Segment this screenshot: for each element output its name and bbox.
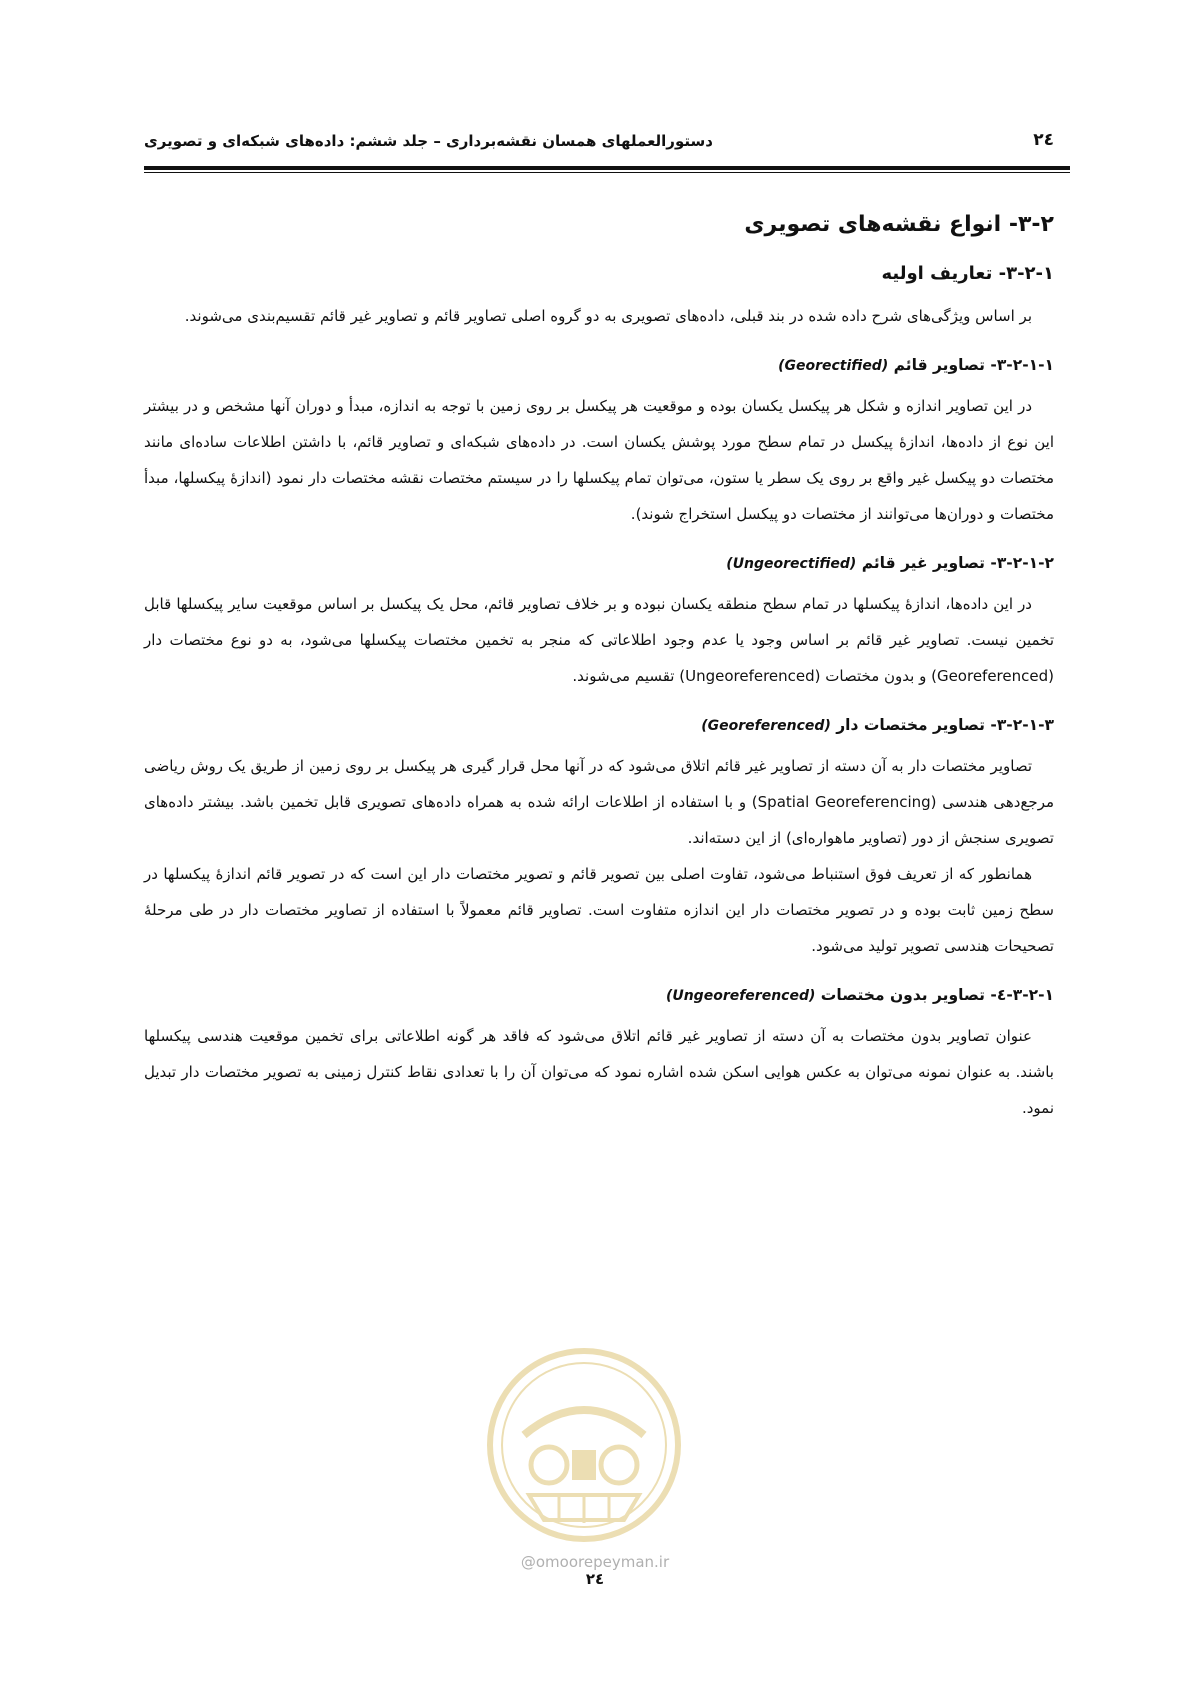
- item-heading-text: ۳-۲-۱-۱- تصاویر قائم: [893, 356, 1054, 374]
- item-heading: [144, 716, 1054, 734]
- subsection-paragraph: بر اساس ویژگی‌های شرح داده شده در بند قبلی، داده‌های تصویری به دو گروه اصلی تصاویر قائم و تصاویر غیر قائم تقسیم‌بندی می‌شوند.: [184, 307, 1032, 325]
- subsection-heading: ۳-۲-۱- تعاریف اولیه: [881, 263, 1054, 284]
- item-heading: [144, 986, 1054, 1004]
- header-rule-thick: [144, 166, 1070, 170]
- item-paragraph: همانطور که از تعریف فوق استنباط می‌شود، تفاوت اصلی بین تصویر قائم و تصویر مختصات دار این است که در تصویر قائم اندازۀ پیکسلها در سطح زمین ثابت بوده و در تصویر مختصات دار این اندازه متفاوت است. تصاویر قائم معمولاً با استفاده از تصاویر مختصات دار در طی مرحلۀ تصحیحات هندسی تصویر تولید می‌شود.: [144, 865, 1054, 955]
- item-heading-text: ۳-۲-۱-۳- تصاویر مختصات دار: [836, 716, 1054, 734]
- header-page-number: ۲٤: [1033, 130, 1054, 150]
- footer-page-number: ۲٤: [585, 1570, 605, 1588]
- item-heading-text: ۳-۲-۱-۲- تصاویر غیر قائم: [861, 554, 1054, 572]
- item-heading: [144, 554, 1054, 572]
- item-heading-english: (Ungeorectified): [726, 556, 857, 572]
- page-content: [144, 212, 1054, 1126]
- item-paragraph: تصاویر مختصات دار به آن دسته از تصاویر غیر قائم اتلاق می‌شود که در آنها محل قرار گیری هر پیکسل بر روی زمین از طریق یک روش ریاضی مرجع‌دهی هندسی (Spatial Georeferencing) و با استفاده از اطلاعات ارائه شده به همراه داده‌های تصویری قابل تخمین باشد. بیشتر داده‌های تصویری سنجش از دور (تصاویر ماهواره‌ای) از این دسته‌اند.: [144, 757, 1055, 847]
- item-paragraph: در این داده‌ها، اندازۀ پیکسلها در تمام سطح منطقه یکسان نبوده و بر خلاف تصاویر قائم، محل یک پیکسل بر اساس موقعیت سایر پیکسلها قابل تخمین نیست. تصاویر غیر قائم بر اساس وجود یا عدم وجود اطلاعاتی که منجر به تخمین مختصات پیکسلها می‌شود، به دو نوع مختصات دار (Georeferenced) و بدون مختصات (Ungeoreferenced) تقسیم می‌شوند.: [144, 595, 1054, 685]
- item-heading-text: ۳-۲-۱-٤- تصاویر بدون مختصات: [820, 986, 1054, 1004]
- item-paragraph: عنوان تصاویر بدون مختصات به آن دسته از تصاویر غیر قائم اتلاق می‌شود که فاقد هر گونه اطلاعاتی برای تخمین موقعیت هندسی پیکسلها باشند. به عنوان نمونه می‌توان به عکس هوایی اسکن شده اشاره نمود که می‌توان آن را با تعدادی نقاط کنترل زمینی به تصویر مختصات دار تبدیل نمود.: [144, 1027, 1054, 1117]
- watermark-seal-icon: [484, 1345, 684, 1545]
- section-heading: ۳-۲- انواع نقشه‌های تصویری: [744, 212, 1054, 237]
- running-header: [144, 130, 1054, 160]
- item-paragraph: در این تصاویر اندازه و شکل هر پیکسل یکسان بوده و موقعیت هر پیکسل بر روی زمین با توجه به اندازه، مبدأ و دوران آنها مشخص و در بیشتر این نوع از داده‌ها، اندازۀ پیکسل در تمام سطح مورد پوشش یکسان است. در داده‌های شبکه‌ای و تصاویر قائم، با داشتن اطلاعات ساده‌ای مانند مختصات دو پیکسل غیر واقع بر روی یک سطر یا ستون، می‌توان تمام پیکسلها را در سیستم مختصات نقشه مختصات دار نمود (اندازۀ پیکسلها، مبدأ مختصات و دوران‌ها می‌توانند از مختصات دو پیکسل استخراج شوند).: [144, 397, 1054, 523]
- item-heading-english: (Ungeoreferenced): [665, 988, 816, 1004]
- watermark-text: @omoorepeyman.ir: [520, 1553, 670, 1571]
- item-heading: [144, 356, 1054, 374]
- item-heading-english: (Georeferenced): [701, 718, 831, 734]
- header-title: دستورالعملهای همسان نقشه‌برداری – جلد ششم: داده‌های شبکه‌ای و تصویری: [144, 132, 713, 150]
- header-rule-thin: [144, 172, 1070, 173]
- item-heading-english: (Georectified): [778, 358, 889, 374]
